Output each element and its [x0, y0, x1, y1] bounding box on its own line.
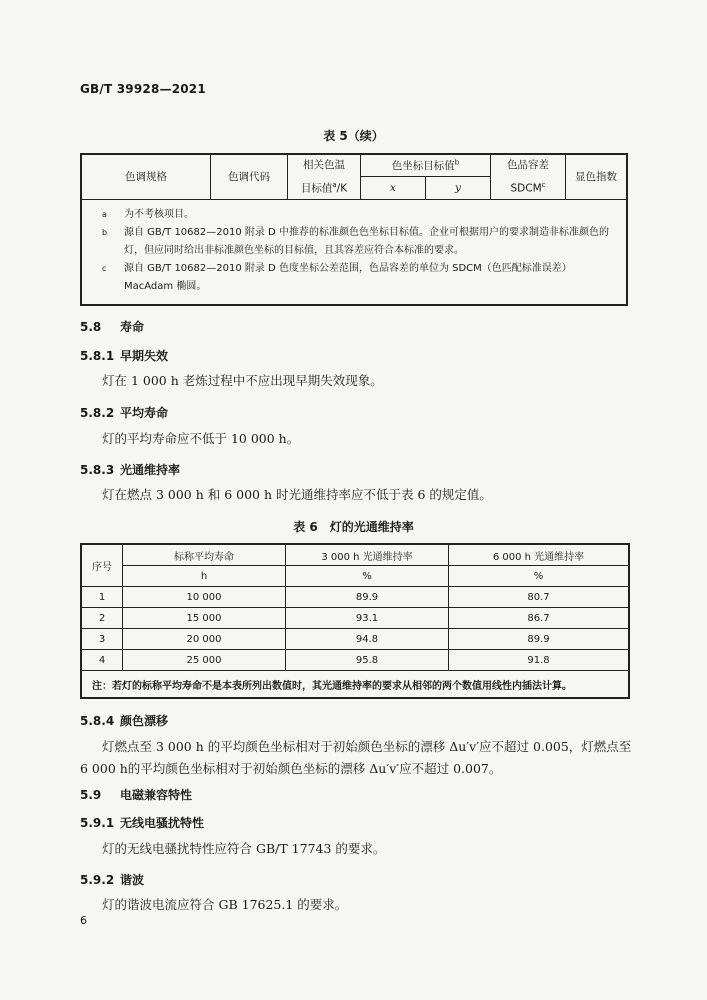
t6-cell: 1 [81, 587, 123, 608]
table5 [80, 153, 628, 306]
t5-header-x: x [361, 177, 426, 199]
t5-chroma-label: 色坐标目标值 [391, 160, 455, 173]
section-5-8-4-text-line1: 灯燃点至 3 000 h 的平均颜色坐标相对于初始颜色坐标的漂移 Δu′v′应不超过 0.005，灯燃点至 [102, 739, 632, 754]
t5-footnote-a: a 为不考核项目。 [102, 208, 194, 220]
section-5-8-1-heading: 5.8.1 早期失效 [80, 349, 169, 363]
table6-caption: 表 6 灯的光通维持率 [293, 520, 414, 534]
t5-tol-line2: SDCM [510, 182, 542, 195]
t5-header-cct [288, 154, 361, 199]
table5-caption: 表 5（续） [323, 129, 384, 143]
t5-tol-sup: c [541, 181, 546, 189]
t5-header-color-spec: 色调规格 [81, 154, 211, 199]
t6-cell: 95.8 [286, 650, 449, 671]
table-row [81, 587, 629, 608]
t5-header-chromaticity [361, 154, 491, 177]
t5-cct-sup: a [332, 181, 337, 189]
t6-header-life-unit: h [123, 566, 286, 587]
section-5-8-4-heading: 5.8.4 颜色漂移 [80, 714, 169, 728]
t6-cell: 86.7 [449, 608, 630, 629]
section-5-9-2-heading: 5.9.2 谐波 [80, 873, 145, 887]
t6-header-3000h-unit: % [286, 566, 449, 587]
t6-cell: 91.8 [449, 650, 630, 671]
t5-chroma-sup: b [454, 158, 460, 167]
t5-cct-unit: /K [336, 182, 348, 195]
t5-cct-line2: 目标值 [300, 182, 333, 195]
t6-header-6000h: 6 000 h 光通维持率 [449, 544, 630, 566]
t6-header-life: 标称平均寿命 [123, 544, 286, 566]
t6-cell: 3 [81, 629, 123, 650]
t5-cct-line1: 相关色温 [303, 159, 345, 171]
t6-cell: 20 000 [123, 629, 286, 650]
table6 [80, 543, 630, 699]
t6-cell: 10 000 [123, 587, 286, 608]
section-5-9-1-heading: 5.9.1 无线电骚扰特性 [80, 816, 205, 830]
table-row [81, 650, 629, 671]
t6-header-index: 序号 [81, 544, 123, 587]
t6-cell: 15 000 [123, 608, 286, 629]
section-5-9-heading: 5.9 电磁兼容特性 [80, 788, 193, 802]
t6-cell: 4 [81, 650, 123, 671]
t6-cell: 80.7 [449, 587, 630, 608]
section-5-9-1-text: 灯的无线电骚扰特性应符合 GB/T 17743 的要求。 [102, 841, 386, 856]
t6-header-6000h-unit: % [449, 566, 630, 587]
section-5-8-2-text: 灯的平均寿命应不低于 10 000 h。 [102, 431, 300, 446]
t5-footnote-b: b 源自 GB/T 10682—2010 附录 D 中推荐的标准颜色色坐标目标值。企业可根据用户的要求制造非标准颜色的灯，但应同时给出非标准颜色坐标的目标值，且其容差应符合本标准的要求。 [102, 226, 609, 256]
document-header: GB/T 39928—2021 [80, 82, 206, 96]
t6-cell: 94.8 [286, 629, 449, 650]
section-5-8-3-text: 灯在燃点 3 000 h 和 6 000 h 时光通维持率应不低于表 6 的规定值。 [102, 487, 492, 502]
table-row [81, 608, 629, 629]
t6-cell: 2 [81, 608, 123, 629]
section-5-8-3-heading: 5.8.3 光通维持率 [80, 463, 181, 477]
section-5-9-2-text: 灯的谐波电流应符合 GB 17625.1 的要求。 [102, 897, 348, 912]
t5-header-cri: 显色指数 [566, 154, 628, 199]
t5-header-tolerance [491, 154, 566, 199]
page-number: 6 [80, 914, 87, 927]
section-5-8-4-text-line2: 6 000 h的平均颜色坐标相对于初始颜色坐标的漂移 Δu′v′应不超过 0.007。 [80, 761, 502, 776]
t6-cell: 89.9 [449, 629, 630, 650]
section-5-8-heading: 5.8 寿命 [80, 320, 145, 334]
t5-header-color-code: 色调代码 [211, 154, 288, 199]
t5-tol-line1: 色品容差 [507, 159, 549, 171]
t6-cell: 93.1 [286, 608, 449, 629]
t5-header-y: y [426, 177, 491, 199]
t5-footnotes [81, 199, 627, 305]
t6-cell: 25 000 [123, 650, 286, 671]
table-row [81, 629, 629, 650]
t6-header-3000h: 3 000 h 光通维持率 [286, 544, 449, 566]
section-5-8-2-heading: 5.8.2 平均寿命 [80, 406, 169, 420]
section-5-8-1-text: 灯在 1 000 h 老炼过程中不应出现早期失效现象。 [102, 373, 383, 388]
t6-cell: 89.9 [286, 587, 449, 608]
t5-footnote-c: c 源自 GB/T 10682—2010 附录 D 色度坐标公差范围，色品容差的单位为 SDCM（色匹配标准误差）MacAdam 椭圆。 [102, 262, 572, 292]
t6-note: 注：若灯的标称平均寿命不是本表所列出数值时，其光通维持率的要求从相邻的两个数值用线性内插法计算。 [81, 671, 629, 699]
